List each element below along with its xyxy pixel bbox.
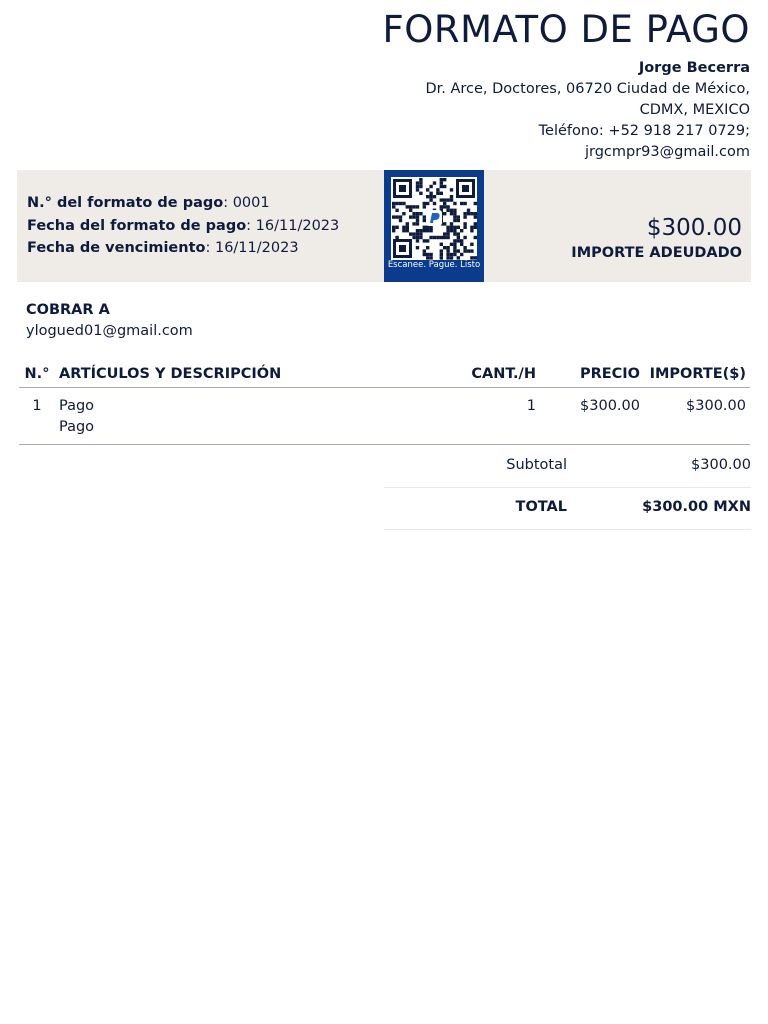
items-table [19, 363, 750, 445]
table-header-row [19, 363, 750, 388]
col-header-desc: ARTÍCULOS Y DESCRIPCIÓN [55, 363, 442, 388]
paypal-qr-icon [391, 177, 477, 260]
meta-date-value: 16/11/2023 [255, 217, 340, 234]
meta-due-label: Fecha de vencimiento [27, 240, 206, 256]
meta-due: Fecha de vencimiento: 16/11/2023 [27, 240, 299, 256]
meta-number-value: 0001 [232, 195, 270, 211]
seller-address-line2: CDMX, MEXICO [639, 102, 750, 118]
seller-name: Jorge Becerra [638, 60, 750, 76]
cell-desc [55, 388, 442, 445]
cell-price: $300.00 [540, 388, 644, 445]
table-row [19, 388, 750, 445]
meta-number: N.° del formato de pago: 0001 [27, 195, 270, 211]
total-row [384, 488, 751, 530]
total-label: TOTAL [515, 499, 567, 515]
qr-caption: Escanee. Pague. Listo [387, 260, 481, 270]
bill-to [26, 300, 193, 342]
item-description: Pago [59, 419, 95, 435]
document-title: FORMATO DE PAGO [382, 8, 750, 51]
subtotal-value: $300.00 [691, 457, 751, 473]
invoice-meta [27, 192, 339, 260]
bill-to-heading: COBRAR A [26, 302, 110, 318]
cell-qty: 1 [442, 388, 540, 445]
subtotal-label: Subtotal [506, 457, 567, 473]
col-header-amount: IMPORTE($) [644, 363, 750, 388]
seller-phone: Teléfono: +52 918 217 0729; [538, 123, 750, 139]
amount-due-label: IMPORTE ADEUDADO [571, 245, 742, 261]
seller-info [330, 58, 750, 163]
meta-date-label: Fecha del formato de pago [27, 217, 247, 234]
seller-address-line1: Dr. Arce, Doctores, 06720 Ciudad de México, [425, 81, 750, 97]
subtotal-row [384, 446, 751, 488]
seller-email: jrgcmpr93@gmail.com [584, 144, 750, 160]
bill-to-email: ylogued01@gmail.com [26, 323, 193, 339]
meta-due-value: 16/11/2023 [214, 240, 299, 256]
meta-date: Fecha del formato de pago: 16/11/2023 [27, 217, 340, 234]
col-header-price: PRECIO [540, 363, 644, 388]
meta-number-label: N.° del formato de pago [27, 195, 224, 211]
col-header-qty: CANT./H [442, 363, 540, 388]
qr-code[interactable] [384, 170, 484, 282]
col-header-no: N.° [19, 363, 55, 388]
total-value: $300.00 MXN [642, 499, 751, 515]
amount-due [571, 214, 742, 264]
amount-due-value: $300.00 [646, 215, 742, 241]
item-name: Pago [59, 398, 95, 414]
cell-amount: $300.00 [644, 388, 750, 445]
totals [384, 446, 751, 530]
cell-no: 1 [19, 388, 55, 445]
summary-band [17, 170, 751, 282]
